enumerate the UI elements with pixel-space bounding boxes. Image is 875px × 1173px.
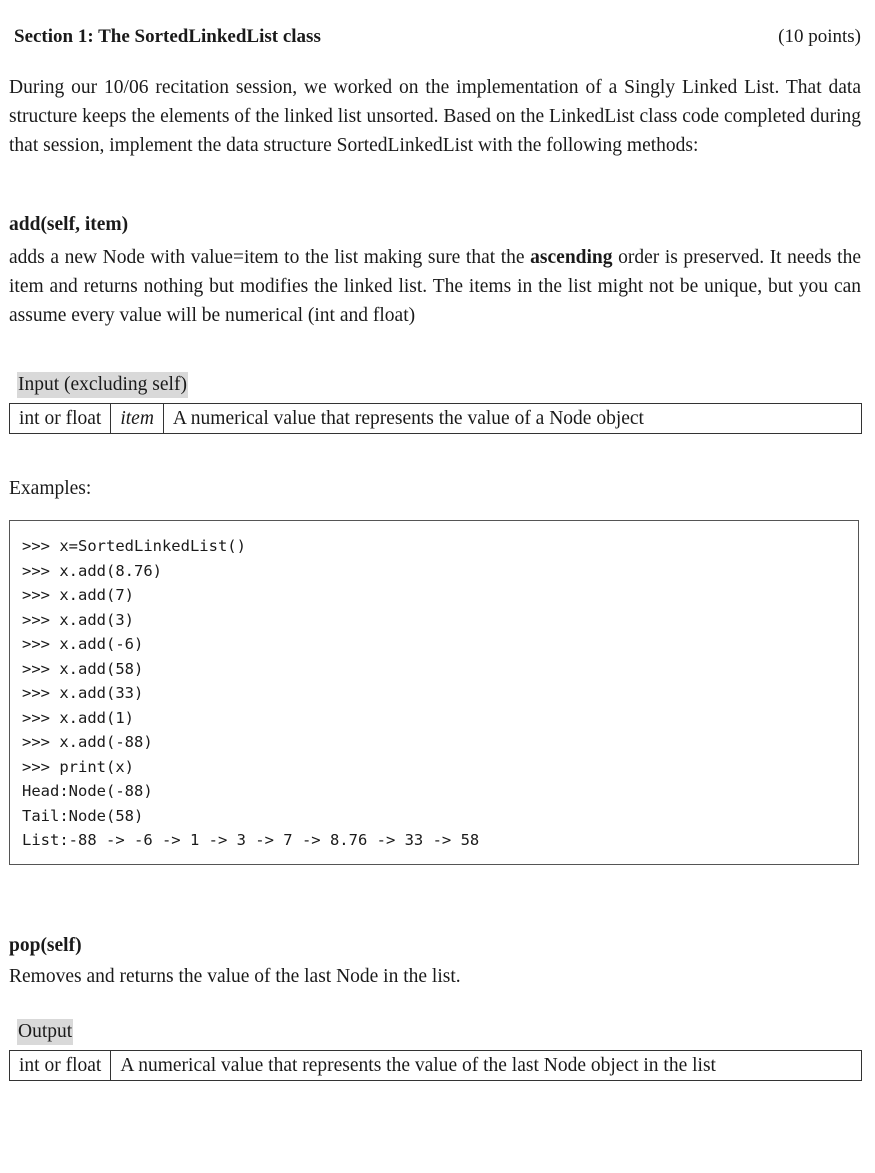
code-line: >>> x.add(1) <box>22 708 134 727</box>
section-title: Section 1: The SortedLinkedList class <box>14 26 321 47</box>
code-line: List:-88 -> -6 -> 1 -> 3 -> 7 -> 8.76 -> 33 -> 58 <box>22 831 480 849</box>
code-line: >>> x.add(-6) <box>22 635 144 653</box>
points-label: (10 points) <box>778 26 861 47</box>
output-description-cell: A numerical value that represents the value of the last Node object in the list <box>111 1051 862 1081</box>
code-example-box <box>9 520 859 865</box>
code-line: >>> x.add(7) <box>22 586 134 604</box>
output-label: Output <box>17 1019 73 1045</box>
code-line: >>> print(x) <box>22 757 134 776</box>
intro-paragraph: During our 10/06 recitation session, we worked on the implementation of a Singly Linked List. That data structure keeps the elements of the linked list unsorted. Based on the LinkedList class code completed during that session, implement the data structure SortedLinkedList with the following methods: <box>9 77 861 156</box>
add-desc-part2: order is preserved. It needs the item and returns nothing but modifies the linked list. The items in the list might not be unique, but you can assume every value will be numerical (int and float) <box>9 247 861 326</box>
code-line: >>> x.add(-88) <box>22 733 153 751</box>
table-row <box>10 1051 862 1081</box>
code-line: >>> x.add(8.76) <box>22 561 162 580</box>
table-row <box>10 404 862 434</box>
code-line: >>> x.add(3) <box>22 610 134 629</box>
pop-method-signature: pop(self) <box>9 935 82 956</box>
input-table <box>9 403 862 434</box>
input-type-cell: int or float <box>10 404 111 434</box>
pop-method-description: Removes and returns the value of the last Node in the list. <box>9 966 461 987</box>
ascending-keyword: ascending <box>530 247 613 268</box>
code-line: Head:Node(-88) <box>22 782 153 800</box>
add-method-signature: add(self, item) <box>9 214 129 235</box>
examples-label: Examples: <box>9 478 92 499</box>
input-name-cell: item <box>111 404 164 434</box>
output-table <box>9 1050 862 1081</box>
code-line: Tail:Node(58) <box>22 806 144 825</box>
code-line: >>> x=SortedLinkedList() <box>22 537 246 555</box>
code-line: >>> x.add(33) <box>22 684 144 702</box>
output-type-cell: int or float <box>10 1051 111 1081</box>
input-description-cell: A numerical value that represents the value of a Node object <box>163 404 861 434</box>
add-method-description <box>9 243 861 330</box>
input-label: Input (excluding self) <box>17 372 188 398</box>
add-desc-part1: adds a new Node with value=item to the list making sure that the <box>9 247 531 268</box>
code-line: >>> x.add(58) <box>22 659 144 678</box>
